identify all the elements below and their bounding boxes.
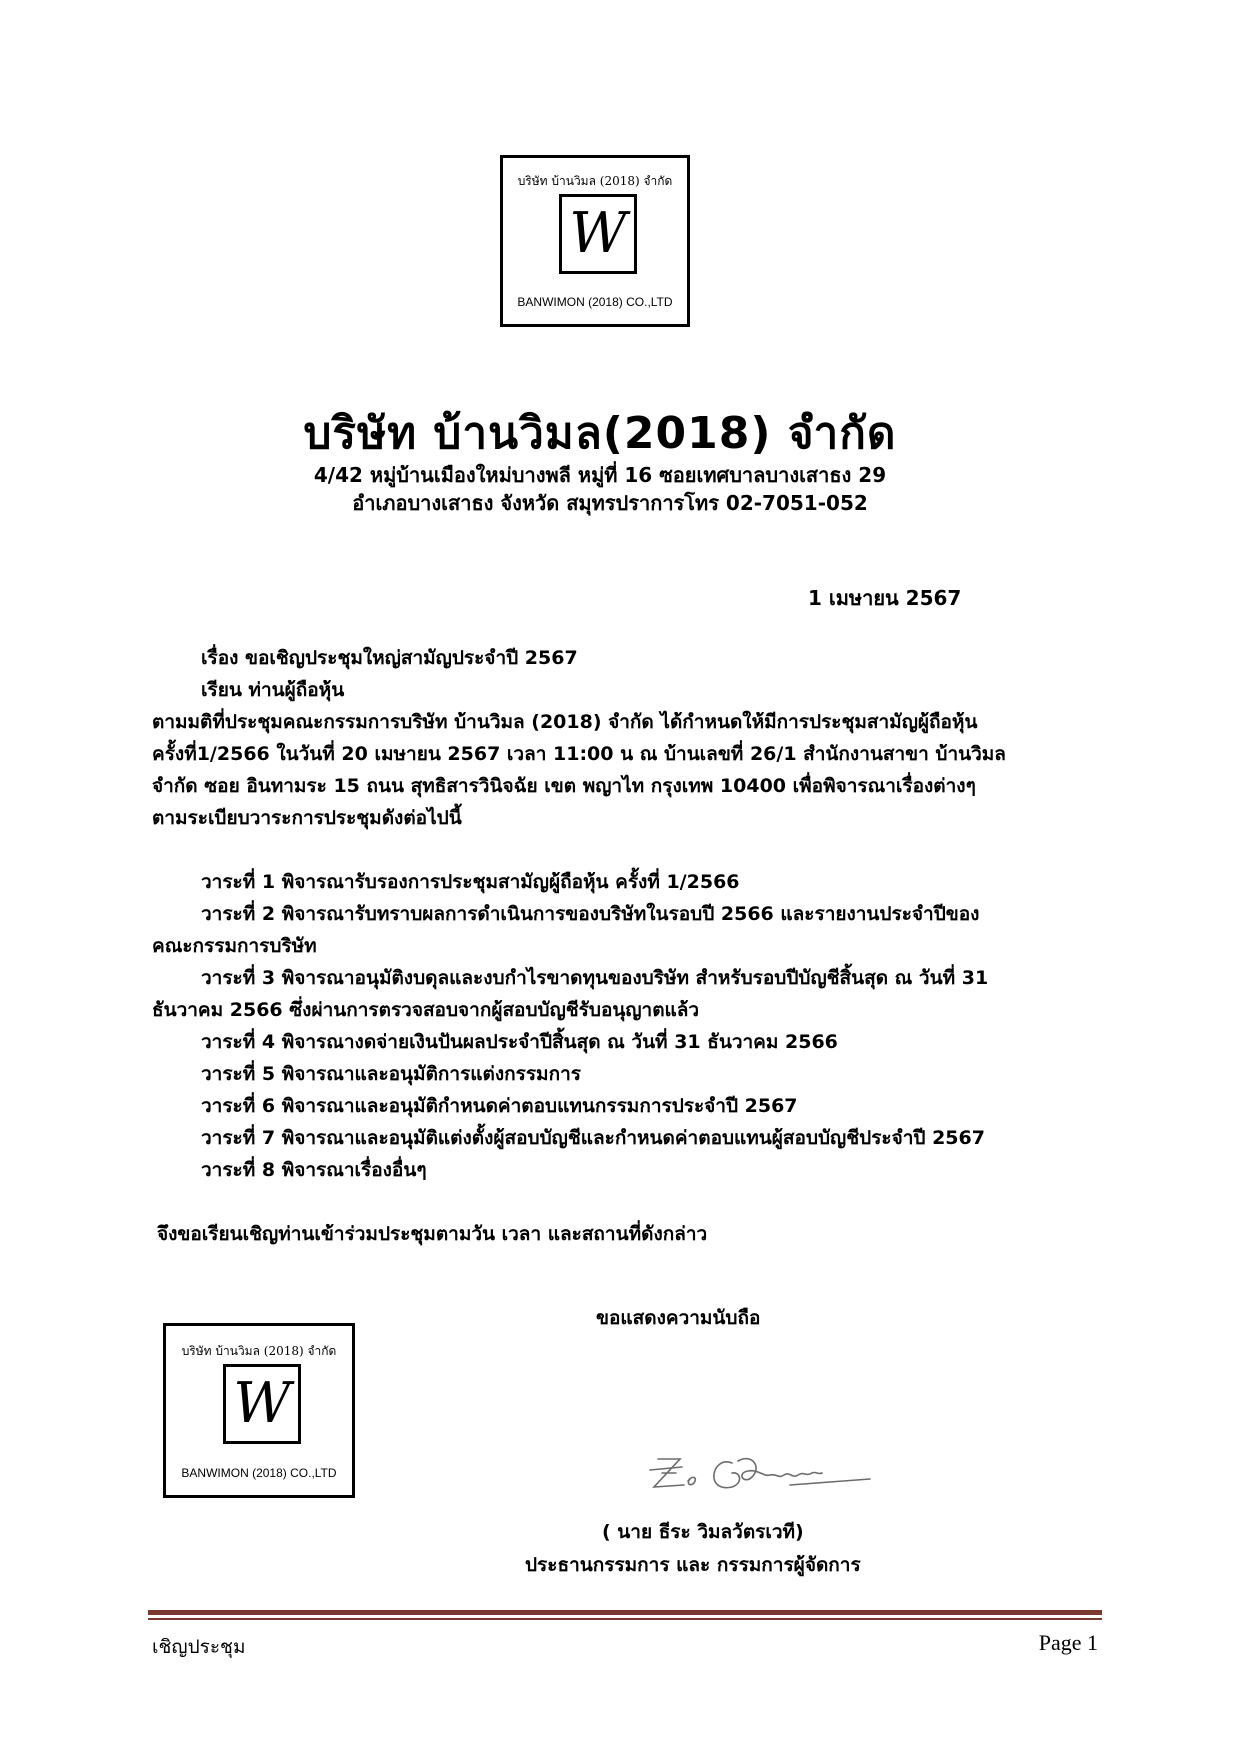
logo-monogram: W (569, 201, 627, 266)
logo-english-name: BANWIMON (2018) CO.,LTD (517, 295, 673, 309)
footer-document-label: เชิญประชุม (152, 1636, 246, 1658)
agenda-item: วาระที่ 5 พิจารณาและอนุมัติการแต่งกรรมการ (201, 1063, 581, 1085)
logo-monogram-frame (559, 194, 637, 274)
address-line-2: อำเภอบางเสาธง จังหวัด สมุทรปราการโทร 02-7051-052 (352, 491, 868, 515)
agenda-item-continuation: ธันวาคม 2566 ซึ่งผ่านการตรวจสอบจากผู้สอบบัญชีรับอนุญาตแล้ว (152, 999, 700, 1021)
company-logo-top (500, 155, 690, 327)
logo-monogram-frame (223, 1364, 301, 1444)
agenda-item: วาระที่ 6 พิจารณาและอนุมัติกำหนดค่าตอบแทนกรรมการประจำปี 2567 (201, 1095, 798, 1117)
closing-phrase: ขอแสดงความนับถือ (596, 1307, 761, 1329)
logo-thai-name: บริษัท บ้านวิมล (2018) จำกัด (181, 1344, 337, 1358)
body-line: ตามระเบียบวาระการประชุมดังต่อไปนี้ (152, 807, 462, 829)
agenda-item: วาระที่ 1 พิจารณารับรองการประชุมสามัญผู้ถือหุ้น ครั้งที่ 1/2566 (201, 871, 740, 893)
logo-english-name: BANWIMON (2018) CO.,LTD (181, 1466, 337, 1480)
body-line: ครั้งที่1/2566 ในวันที่ 20 เมษายน 2567 เวลา 11:00 น ณ บ้านเลขที่ 26/1 สำนักงานสาขา บ้านวิมล (152, 743, 1006, 765)
handwritten-signature (640, 1415, 920, 1510)
address-line-1: 4/42 หมู่บ้านเมืองใหม่บางพลี หมู่ที่ 16 ซอยเทศบาลบางเสาธง 29 (313, 463, 887, 487)
invitation-line: จึงขอเรียนเชิญท่านเข้าร่วมประชุมตามวัน เวลา และสถานที่ดังกล่าว (157, 1223, 708, 1245)
body-line: ตามมติที่ประชุมคณะกรรมการบริษัท บ้านวิมล (2018) จำกัด ได้กำหนดให้มีการประชุมสามัญผู้ถือหุ้น (152, 711, 978, 733)
company-name-title: บริษัท บ้านวิมล(2018) จำกัด (303, 408, 897, 459)
footer-rule-thick (148, 1610, 1102, 1615)
agenda-item: วาระที่ 2 พิจารณารับทราบผลการดำเนินการของบริษัทในรอบปี 2566 และรายงานประจำปีของ (201, 903, 980, 925)
agenda-item-continuation: คณะกรรมการบริษัท (152, 935, 317, 957)
footer-rule-thin (148, 1618, 1102, 1620)
agenda-item: วาระที่ 3 พิจารณาอนุมัติงบดุลและงบกำไรขาดทุนของบริษัท สำหรับรอบปีบัญชีสิ้นสุด ณ วันที่ 31 (201, 967, 989, 989)
body-line: จำกัด ซอย อินทามระ 15 ถนน สุทธิสารวินิจฉัย เขต พญาไท กรุงเทพ 10400 เพื่อพิจารณาเรื่องต่างๆ (152, 775, 976, 797)
agenda-item: วาระที่ 7 พิจารณาและอนุมัติแต่งตั้งผู้สอบบัญชีและกำหนดค่าตอบแทนผู้สอบบัญชีประจำปี 2567 (201, 1127, 985, 1149)
company-seal-logo (163, 1323, 355, 1498)
agenda-item: วาระที่ 4 พิจารณางดจ่ายเงินปันผลประจำปีสิ้นสุด ณ วันที่ 31 ธันวาคม 2566 (201, 1031, 838, 1053)
footer-page-number: Page 1 (1038, 1630, 1098, 1655)
signatory-name: ( นาย ธีระ วิมลวัตรเวที) (602, 1521, 804, 1543)
agenda-item: วาระที่ 8 พิจารณาเรื่องอื่นๆ (201, 1159, 427, 1181)
signatory-position: ประธานกรรมการ และ กรรมการผู้จัดการ (525, 1554, 861, 1576)
logo-monogram: W (233, 1371, 291, 1436)
recipient-line: เรียน ท่านผู้ถือหุ้น (201, 679, 345, 701)
logo-thai-name: บริษัท บ้านวิมล (2018) จำกัด (517, 174, 673, 188)
subject-line: เรื่อง ขอเชิญประชุมใหญ่สามัญประจำปี 2567 (201, 647, 578, 669)
letter-date: 1 เมษายน 2567 (808, 586, 962, 610)
